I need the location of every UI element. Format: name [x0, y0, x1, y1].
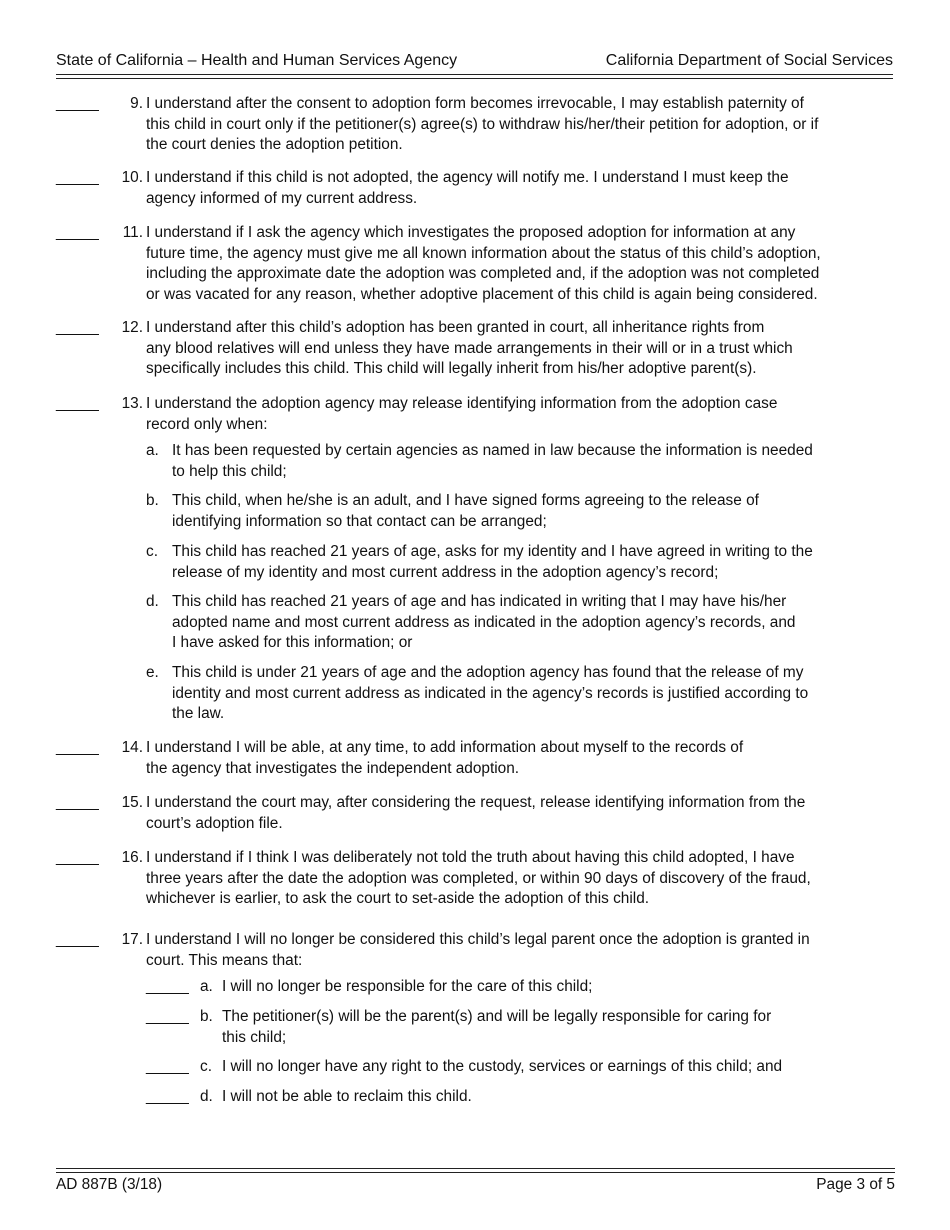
- text-line: I will no longer be responsible for the care of this child;: [222, 978, 593, 995]
- item-number: 12.: [121, 319, 143, 336]
- header-divider: [56, 78, 893, 79]
- sub-text: [172, 542, 813, 583]
- item-number: 17.: [121, 931, 143, 948]
- initials-blank: _____: [56, 224, 99, 241]
- initials-blank: _____: [146, 1008, 189, 1025]
- page-footer: [56, 1176, 895, 1196]
- form-id: AD 887B (3/18): [56, 1176, 163, 1193]
- text-line: I will not be able to reclaim this child.: [222, 1088, 472, 1105]
- page-header: [56, 52, 893, 72]
- item-text: [146, 848, 898, 910]
- sub-letter: e.: [146, 664, 159, 681]
- text-line: this child;: [222, 1028, 287, 1046]
- item-number: 9.: [130, 95, 143, 112]
- header-divider: [56, 74, 893, 75]
- initials-blank: _____: [56, 794, 99, 811]
- text-line: agency informed of my current address.: [146, 189, 418, 207]
- text-line: three years after the date the adoption was completed, or within 90 days of discovery of the fraud,: [146, 869, 811, 887]
- sub-letter: a.: [200, 978, 213, 995]
- text-line: I will no longer have any right to the custody, services or earnings of this child; and: [222, 1058, 783, 1075]
- text-line: the agency that investigates the independent adoption.: [146, 759, 520, 777]
- text-line: future time, the agency must give me all known information about the status of this child’s adoption,: [146, 244, 821, 262]
- text-line: I understand I will no longer be considered this child’s legal parent once the adoption is granted in: [146, 931, 810, 948]
- initials-blank: _____: [56, 169, 99, 186]
- header-agency: State of California – Health and Human Services Agency: [56, 52, 458, 69]
- sub-letter: a.: [146, 442, 159, 459]
- item-text: [146, 168, 898, 209]
- text-line: I understand after the consent to adoption form becomes irrevocable, I may establish paternity of: [146, 95, 804, 112]
- text-line: I understand if I ask the agency which investigates the proposed adoption for information at any: [146, 224, 796, 241]
- text-line: I understand I will be able, at any time, to add information about myself to the records of: [146, 739, 744, 756]
- footer-divider: [56, 1172, 895, 1173]
- item-text: [146, 94, 898, 156]
- text-line: specifically includes this child. This child will legally inherit from his/her adoptive parent(s).: [146, 360, 757, 378]
- item-number: 14.: [121, 739, 143, 756]
- initials-blank: _____: [56, 395, 99, 412]
- text-line: the court denies the adoption petition.: [146, 136, 403, 154]
- text-line: This child, when he/she is an adult, and I have signed forms agreeing to the release of: [172, 492, 759, 509]
- sub-letter: b.: [146, 492, 159, 509]
- sub-letter: c.: [146, 543, 158, 560]
- item-text: [146, 223, 898, 305]
- text-line: court. This means that:: [146, 951, 303, 969]
- text-line: identifying information so that contact can be arranged;: [172, 512, 547, 530]
- sub-letter: c.: [200, 1058, 212, 1075]
- sub-text: [222, 977, 592, 998]
- text-line: I understand after this child’s adoption has been granted in court, all inheritance rights from: [146, 319, 765, 336]
- item-number: 15.: [121, 794, 143, 811]
- text-line: I understand if this child is not adopted, the agency will notify me. I understand I must keep the: [146, 169, 789, 186]
- sub-text: [222, 1087, 472, 1108]
- text-line: adopted name and most current address as indicated in the adoption agency’s records, and: [172, 613, 796, 631]
- sub-text: [172, 491, 759, 532]
- item-text: [146, 738, 898, 779]
- text-line: I understand if I think I was deliberately not told the truth about having this child adopted, I have: [146, 849, 795, 866]
- text-line: This child has reached 21 years of age, asks for my identity and I have agreed in writing to the: [172, 543, 813, 560]
- text-line: whichever is earlier, to ask the court to set-aside the adoption of this child.: [146, 890, 650, 908]
- text-line: including the approximate date the adoption was completed and, if the adoption was not completed: [146, 265, 820, 283]
- initials-blank: _____: [56, 739, 99, 756]
- page-number: Page 3 of 5: [816, 1176, 895, 1193]
- sub-letter: d.: [200, 1088, 213, 1105]
- initials-blank: _____: [146, 1088, 189, 1105]
- item-number: 16.: [121, 849, 143, 866]
- item-text: [146, 930, 898, 971]
- sub-text: [172, 592, 795, 654]
- item-text: [146, 394, 898, 435]
- initials-blank: _____: [56, 319, 99, 336]
- text-line: court’s adoption file.: [146, 814, 283, 832]
- text-line: I have asked for this information; or: [172, 634, 413, 652]
- text-line: I understand the adoption agency may release identifying information from the adoption case: [146, 395, 778, 412]
- header-department: California Department of Social Services: [605, 52, 893, 69]
- text-line: to help this child;: [172, 462, 287, 480]
- text-line: any blood relatives will end unless they have made arrangements in their will or in a trust which: [146, 339, 793, 357]
- initials-blank: _____: [146, 1058, 189, 1075]
- text-line: The petitioner(s) will be the parent(s) and will be legally responsible for caring for: [222, 1008, 772, 1025]
- item-number: 13.: [121, 395, 143, 412]
- text-line: record only when:: [146, 415, 268, 433]
- item-number: 10.: [121, 169, 143, 186]
- sub-text: [222, 1057, 782, 1078]
- text-line: or was vacated for any reason, whether adoptive placement of this child is again being considered.: [146, 285, 818, 303]
- item-text: [146, 318, 898, 380]
- text-line: the law.: [172, 705, 225, 723]
- item-number: 11.: [122, 224, 143, 241]
- item-text: [146, 793, 898, 834]
- initials-blank: _____: [56, 95, 99, 112]
- sub-text: [172, 663, 808, 725]
- text-line: identity and most current address as indicated in the agency’s records is justified according to: [172, 684, 809, 702]
- text-line: release of my identity and most current address in the adoption agency’s record;: [172, 563, 719, 581]
- text-line: This child is under 21 years of age and the adoption agency has found that the release of my: [172, 664, 804, 681]
- text-line: I understand the court may, after considering the request, release identifying information from the: [146, 794, 806, 811]
- initials-blank: _____: [56, 849, 99, 866]
- sub-letter: b.: [200, 1008, 213, 1025]
- footer-divider: [56, 1168, 895, 1169]
- initials-blank: _____: [146, 978, 189, 995]
- text-line: This child has reached 21 years of age and has indicated in writing that I may have his/her: [172, 593, 787, 610]
- sub-text: [172, 441, 813, 482]
- sub-text: [222, 1007, 771, 1048]
- initials-blank: _____: [56, 931, 99, 948]
- text-line: It has been requested by certain agencies as named in law because the information is needed: [172, 442, 813, 459]
- sub-letter: d.: [146, 593, 159, 610]
- text-line: this child in court only if the petitioner(s) agree(s) to withdraw his/her/their petition for adoption, or if: [146, 115, 819, 133]
